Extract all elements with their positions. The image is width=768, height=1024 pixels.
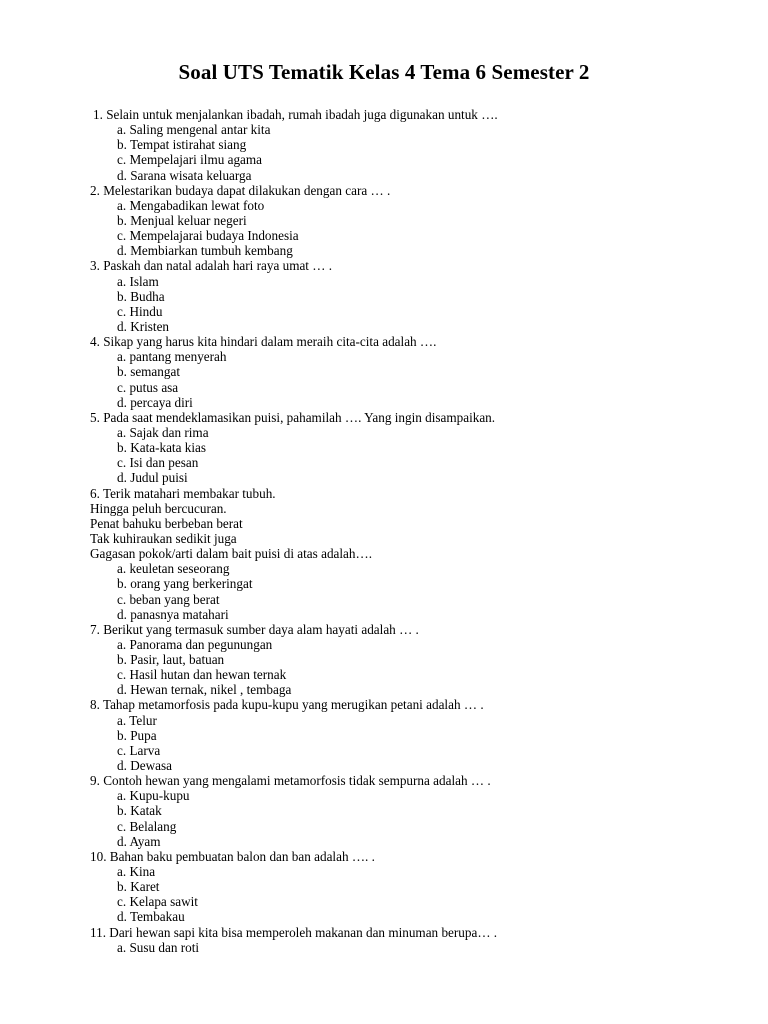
question-list (90, 107, 750, 955)
answer-option: b. Tempat istirahat siang (117, 137, 247, 153)
answer-option: d. percaya diri (117, 394, 193, 410)
answer-option: b. Pasir, laut, batuan (117, 652, 225, 668)
question-text: Tak kuhiraukan sedikit juga (90, 530, 237, 546)
question-text: Gagasan pokok/arti dalam bait puisi di atas adalah…. (90, 546, 372, 562)
answer-option: a. Kina (117, 864, 156, 880)
answer-option: c. Isi dan pesan (117, 455, 199, 471)
answer-option: d. Membiarkan tumbuh kembang (117, 243, 293, 259)
answer-option: b. orang yang berkeringat (117, 576, 253, 592)
answer-option: d. panasnya matahari (117, 606, 229, 622)
page-title: Soal UTS Tematik Kelas 4 Tema 6 Semester 2 (178, 60, 590, 84)
question-text: 11. Dari hewan sapi kita bisa memperoleh makanan dan minuman berupa… . (90, 924, 498, 940)
question-text: 6. Terik matahari membakar tubuh. (90, 485, 276, 501)
question-text: Penat bahuku berbeban berat (90, 515, 243, 531)
question-text: 3. Paskah dan natal adalah hari raya umat … . (90, 258, 333, 274)
answer-option: d. Dewasa (117, 758, 172, 774)
answer-option: a. Mengabadikan lewat foto (117, 197, 265, 213)
answer-option: c. Hasil hutan dan hewan ternak (117, 667, 287, 683)
answer-option: a. Saling mengenal antar kita (117, 122, 271, 138)
answer-option: d. Tembakau (117, 909, 185, 925)
question-text: 1. Selain untuk menjalankan ibadah, rumah ibadah juga digunakan untuk …. (93, 107, 498, 122)
answer-option: c. beban yang berat (117, 591, 220, 607)
answer-option: c. Belalang (117, 818, 177, 834)
answer-option: a. Panorama dan pegunungan (117, 636, 273, 652)
answer-option: b. Kata-kata kias (117, 440, 206, 456)
answer-option: c. Larva (117, 742, 161, 758)
answer-option: b. semangat (117, 364, 180, 380)
answer-option: c. Mempelajarai budaya Indonesia (117, 228, 299, 244)
question-text: Hingga peluh bercucuran. (90, 500, 227, 516)
answer-option: d. Judul puisi (117, 470, 188, 486)
question-text: 10. Bahan baku pembuatan balon dan ban adalah …. . (90, 848, 375, 864)
question-text: 2. Melestarikan budaya dapat dilakukan dengan cara … . (90, 182, 391, 198)
answer-option: a. Susu dan roti (117, 939, 200, 955)
answer-option: b. Karet (117, 879, 160, 895)
answer-option: a. Kupu-kupu (117, 788, 190, 804)
question-text: 5. Pada saat mendeklamasikan puisi, pahamilah …. Yang ingin disampaikan. (90, 409, 496, 425)
answer-option: c. Mempelajari ilmu agama (117, 152, 263, 168)
answer-option: d. Kristen (117, 318, 170, 334)
answer-option: b. Menjual keluar negeri (117, 212, 247, 228)
question-text: 7. Berikut yang termasuk sumber daya alam hayati adalah … . (90, 621, 419, 637)
answer-option: b. Katak (117, 803, 162, 819)
answer-option: d. Sarana wisata keluarga (117, 167, 252, 183)
answer-option: a. keuletan seseorang (117, 561, 230, 577)
question-text: 8. Tahap metamorfosis pada kupu-kupu yang merugikan petani adalah … . (90, 697, 484, 713)
answer-option: b. Budha (117, 288, 165, 304)
answer-option: b. Pupa (117, 727, 157, 743)
answer-option: a. pantang menyerah (117, 349, 227, 365)
answer-option: a. Sajak dan rima (117, 424, 209, 440)
answer-option: a. Telur (117, 712, 157, 728)
answer-option: a. Islam (117, 273, 159, 289)
answer-option: d. Hewan ternak, nikel , tembaga (117, 682, 292, 698)
answer-option: c. putus asa (117, 379, 179, 395)
question-text: 9. Contoh hewan yang mengalami metamorfosis tidak sempurna adalah … . (90, 773, 491, 789)
answer-option: d. Ayam (117, 833, 161, 849)
answer-option: c. Hindu (117, 303, 163, 319)
question-text: 4. Sikap yang harus kita hindari dalam meraih cita-cita adalah …. (90, 334, 437, 350)
answer-option: c. Kelapa sawit (117, 894, 198, 910)
